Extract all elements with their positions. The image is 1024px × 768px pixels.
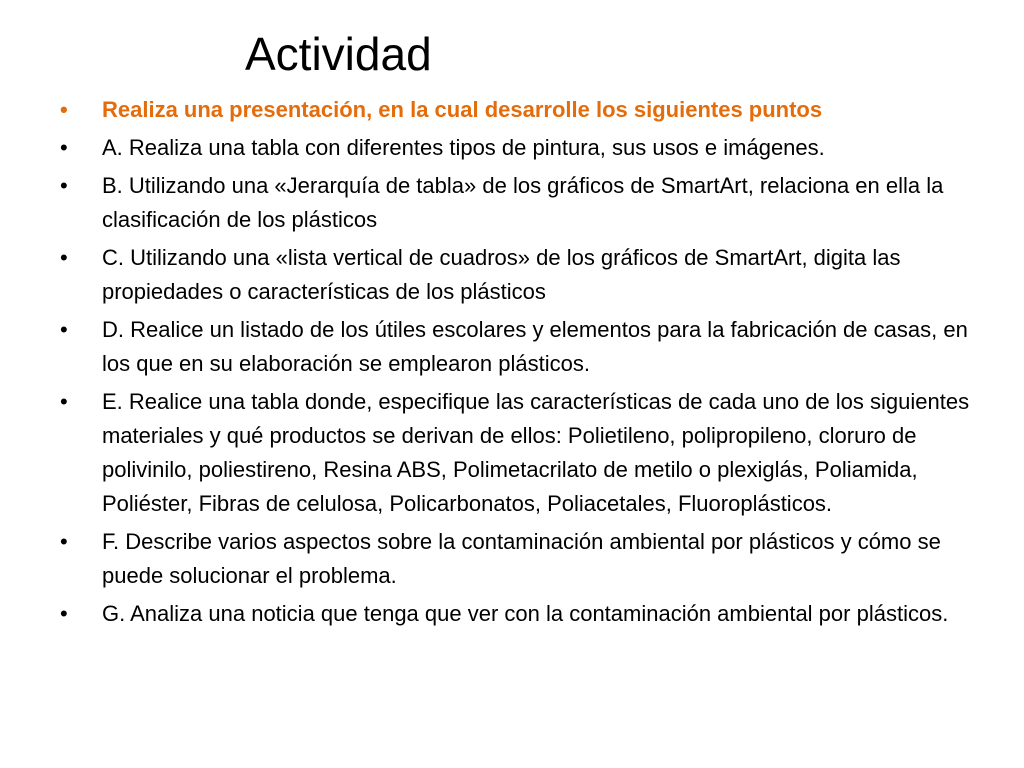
bullet-text: D. Realice un listado de los útiles escolares y elementos para la fabricación de casas, en los que en su elaboración se emplearon plásticos. <box>102 317 968 376</box>
slide-title: Actividad <box>245 28 432 80</box>
bullet-text: B. Utilizando una «Jerarquía de tabla» de los gráficos de SmartArt, relaciona en ella la clasificación de los plásticos <box>102 173 944 232</box>
bullet-text: Realiza una presentación, en la cual desarrolle los siguientes puntos <box>102 97 823 122</box>
bullet-icon: • <box>60 389 68 414</box>
bullet-list <box>60 93 975 635</box>
bullet-icon: • <box>60 245 68 270</box>
bullet-item-intro <box>60 93 975 127</box>
bullet-icon: • <box>60 97 68 122</box>
bullet-text: F. Describe varios aspectos sobre la contaminación ambiental por plásticos y cómo se puede solucionar el problema. <box>102 529 941 588</box>
bullet-item-c <box>60 241 975 309</box>
bullet-text: A. Realiza una tabla con diferentes tipos de pintura, sus usos e imágenes. <box>102 135 825 160</box>
bullet-item-d <box>60 313 975 381</box>
bullet-icon: • <box>60 529 68 554</box>
bullet-item-g <box>60 597 975 631</box>
bullet-text: G. Analiza una noticia que tenga que ver con la contaminación ambiental por plásticos. <box>102 601 949 626</box>
bullet-item-e <box>60 385 975 521</box>
bullet-item-f <box>60 525 975 593</box>
bullet-item-a <box>60 131 975 165</box>
bullet-item-b <box>60 169 975 237</box>
bullet-icon: • <box>60 317 68 342</box>
bullet-icon: • <box>60 135 68 160</box>
bullet-text: E. Realice una tabla donde, especifique las características de cada uno de los siguientes materiales y qué productos se derivan de ellos: Polietileno, polipropileno, cloruro de polivinilo, poliestireno, Resina ABS, Polimetacrilato de metilo o plexiglás, Poliamida, Poliéster, Fibras de celulosa, Policarbonatos, Poliacetales, Fluoroplásticos. <box>102 389 970 516</box>
bullet-icon: • <box>60 601 68 626</box>
bullet-text: C. Utilizando una «lista vertical de cuadros» de los gráficos de SmartArt, digita las propiedades o características de los plásticos <box>102 245 901 304</box>
bullet-icon: • <box>60 173 68 198</box>
